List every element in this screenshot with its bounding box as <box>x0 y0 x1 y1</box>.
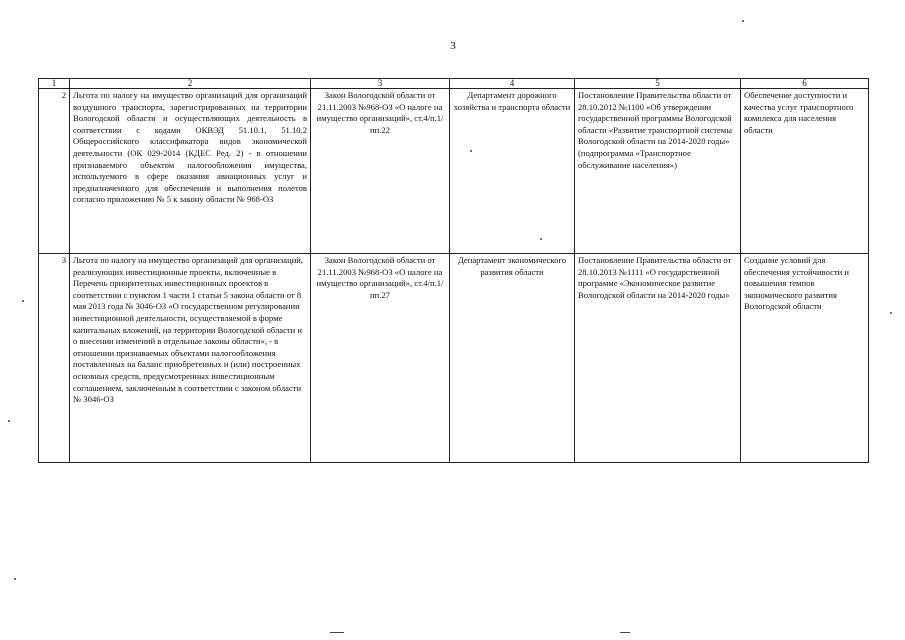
scan-speck <box>470 150 472 152</box>
state-program: Постановление Правительства области от 28.10.2013 №1111 «О государственной программе «Экономическое развитие Вологодской области на 2014-2020 годы» <box>575 254 741 463</box>
legal-basis: Закон Вологодской области от 21.11.2003 №968-ОЗ «О налоге на имущество организаций», ст.4/п.1/пп.22 <box>311 89 450 254</box>
column-header: 3 <box>311 79 450 89</box>
table-row <box>39 89 869 254</box>
responsible-department: Департамент экономического развития области <box>450 254 575 463</box>
program-goal: Создание условий для обеспечения устойчивости и повышения темпов экономического развития Вологодской области <box>741 254 869 463</box>
column-header: 2 <box>70 79 311 89</box>
scan-speck <box>330 632 344 633</box>
table-row <box>39 254 869 463</box>
scan-speck <box>540 238 542 240</box>
column-header: 1 <box>39 79 70 89</box>
scan-speck <box>22 300 24 302</box>
tax-benefits-table <box>38 78 869 463</box>
scan-speck <box>742 20 744 22</box>
scan-speck <box>14 578 16 580</box>
responsible-department: Департамент дорожного хозяйства и транспорта области <box>450 89 575 254</box>
column-header: 6 <box>741 79 869 89</box>
scan-speck <box>890 312 892 314</box>
state-program: Постановление Правительства области от 28.10.2012 №1100 «Об утверждении государственной программы Вологодской области «Развитие транспортной системы Вологодской области на 2014-2020 годы» (подпрограмма «Транспортное обслуживание населения») <box>575 89 741 254</box>
column-header: 4 <box>450 79 575 89</box>
column-header: 5 <box>575 79 741 89</box>
benefit-description: Льгота по налогу на имущество организаций для организаций воздушного транспорта, зарегистрированных на территории Вологодской области и осуществляющих деятельность в соответствии с кодами ОКВЭД 51.10.1, 51.10.2 Общероссийского классификатора видов экономической деятельности (ОК 029-2014 (КДЕС Ред. 2) - в отношении признаваемого объектом налогообложения имущества, используемого в сфере оказания авиационных услуг и предназначенного для обеспечения и выполнения полетов согласно приложению № 5 к закону области № 968-ОЗ <box>70 89 311 254</box>
row-number: 2 <box>39 89 70 254</box>
benefit-description: Льгота по налогу на имущество организаций для организаций, реализующих инвестиционные проекты, включенные в Перечень приоритетных инвестиционных проектов в соответствии с пунктом 1 части 1 статьи 5 закона области от 8 мая 2013 года № 3046-ОЗ «О государственном регулировании инвестиционной деятельности, осуществляемой в форме капитальных вложений, на территории Вологодской области и о внесении изменений в отдельные законы области», - в отношении признаваемых объектами налогообложения поставленных на баланс приобретенных и (или) построенных основных средств, предусмотренных инвестиционным соглашением, заключенным в соответствии с законом области № 3046-ОЗ <box>70 254 311 463</box>
row-number: 3 <box>39 254 70 463</box>
scan-speck <box>8 420 10 422</box>
table-header-row <box>39 79 869 89</box>
scan-speck <box>620 632 630 633</box>
page-number: 3 <box>450 40 456 52</box>
legal-basis: Закон Вологодской области от 21.11.2003 №968-ОЗ «О налоге на имущество организаций», ст.4/п.1/пп.27 <box>311 254 450 463</box>
program-goal: Обеспечение доступности и качества услуг транспортного комплекса для населения области <box>741 89 869 254</box>
